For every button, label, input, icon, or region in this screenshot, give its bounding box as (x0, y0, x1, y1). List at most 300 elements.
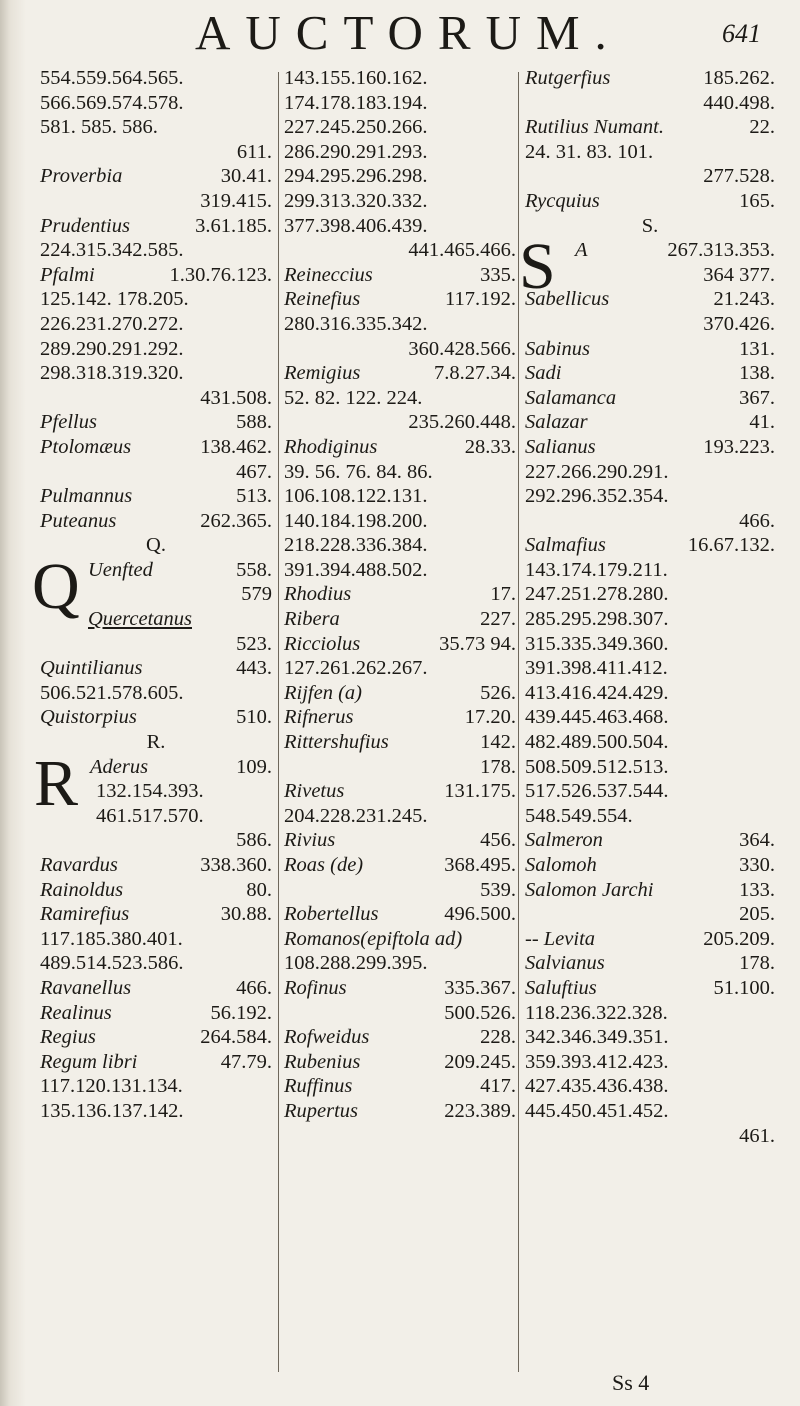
entry-pages: 117.192. (445, 288, 516, 311)
continuation-line (284, 66, 516, 91)
entry-name: Rofweidus (284, 1026, 370, 1049)
index-entry (525, 533, 775, 558)
continuation-line (40, 140, 272, 165)
entry-pages: 364 377. (703, 263, 775, 286)
entry-pages: 280.316.335.342. (284, 312, 428, 335)
index-entry (40, 164, 272, 189)
index-entry (284, 607, 516, 632)
entry-name: Salmafius (525, 534, 606, 557)
entry-pages: 513. (236, 485, 272, 508)
entry-pages: 209.245. (444, 1050, 516, 1073)
index-entry (284, 263, 516, 288)
index-entry (40, 976, 272, 1001)
entry-pages: 286.290.291.293. (284, 140, 428, 163)
index-entry (284, 927, 516, 952)
entry-pages: 292.296.352.354. (525, 485, 669, 508)
entry-name: Rivetus (284, 780, 345, 803)
continuation-line (525, 1050, 775, 1075)
entry-name: Rifnerus (284, 706, 354, 729)
entry-pages: 205.209. (703, 927, 775, 950)
entry-pages: 264.584. (200, 1026, 272, 1049)
continuation-line (525, 558, 775, 583)
entry-name: Salmeron (525, 829, 603, 852)
continuation-line (525, 91, 775, 116)
index-entry (525, 115, 775, 140)
continuation-line (40, 1074, 272, 1099)
entry-pages: 165. (739, 189, 775, 212)
entry-name: Reinefius (284, 288, 361, 311)
continuation-line (525, 263, 775, 288)
entry-pages: 143.174.179.211. (525, 558, 668, 581)
entry-pages: 262.365. (200, 509, 272, 532)
section-letter (525, 214, 775, 239)
running-title: AUCTORUM. (195, 5, 622, 60)
entry-pages: 461. (739, 1124, 775, 1147)
entry-pages: 548.549.554. (525, 804, 633, 827)
entry-pages: 185.262. (703, 67, 775, 89)
section-heading: R. (146, 731, 166, 754)
entry-name: Ricciolus (284, 632, 361, 655)
entry-pages: 377.398.406.439. (284, 214, 428, 237)
column-rule-left (278, 72, 279, 1372)
entry-pages: 228. (480, 1026, 516, 1049)
entry-name: Romanos(epiftola ad) (284, 927, 463, 950)
entry-pages: 482.489.500.504. (525, 731, 669, 754)
continuation-line (284, 484, 516, 509)
entry-pages: 80. (246, 878, 272, 901)
continuation-line (525, 705, 775, 730)
entry-pages: 368.495. (444, 854, 516, 876)
index-entry (40, 656, 272, 681)
continuation-line (284, 804, 516, 829)
continuation-line (284, 533, 516, 558)
entry-name: Ribera (284, 608, 340, 631)
index-entry (284, 435, 516, 460)
entry-pages: 56.192. (210, 1001, 272, 1024)
entry-pages: 588. (236, 411, 272, 434)
continuation-line (525, 1124, 775, 1149)
index-entry (525, 828, 775, 853)
entry-pages: 24. 31. 83. 101. (525, 140, 654, 163)
continuation-line (525, 312, 775, 337)
entry-pages: 109. (236, 755, 272, 778)
continuation-line (525, 804, 775, 829)
entry-pages: 370.426. (703, 312, 775, 335)
entry-pages: 118.236.322.328. (525, 1001, 668, 1024)
entry-name: Pulmannus (40, 485, 133, 508)
entry-pages: 517.526.537.544. (525, 780, 669, 803)
entry-pages: 338.360. (200, 854, 272, 876)
entry-pages: 277.528. (703, 165, 775, 188)
entry-name: Rutgerfius (525, 67, 611, 89)
entry-name: Regius (40, 1026, 96, 1049)
index-entry (284, 976, 516, 1001)
entry-pages: 510. (236, 706, 272, 729)
entry-name: Roas (de) (284, 854, 364, 876)
index-entry (284, 681, 516, 706)
continuation-line (40, 681, 272, 706)
drop-cap: R (34, 746, 79, 820)
entry-name: Rhodius (284, 583, 352, 606)
continuation-line (40, 91, 272, 116)
entry-pages: 117.185.380.401. (40, 927, 183, 950)
continuation-line (40, 460, 272, 485)
entry-pages: 566.569.574.578. (40, 91, 184, 114)
entry-pages: 22. (749, 116, 775, 139)
entry-pages: 298.318.319.320. (40, 362, 184, 385)
entry-pages: 226.231.270.272. (40, 312, 184, 335)
entry-pages: 489.514.523.586. (40, 952, 184, 975)
page-binding-shadow (0, 0, 26, 1406)
continuation-line (525, 632, 775, 657)
continuation-line (525, 730, 775, 755)
continuation-line (40, 386, 272, 411)
entry-pages: 456. (480, 829, 516, 852)
entry-pages: 117.120.131.134. (40, 1075, 183, 1098)
continuation-line (525, 607, 775, 632)
index-entry (284, 853, 516, 878)
entry-name: Sabellicus (525, 288, 610, 311)
entry-pages: 500.526. (444, 1001, 516, 1024)
entry-pages: 7.8.27.34. (434, 362, 516, 385)
continuation-line (525, 656, 775, 681)
entry-name: Realinus (40, 1001, 112, 1024)
index-entry (284, 705, 516, 730)
entry-pages: 39. 56. 76. 84. 86. (284, 460, 433, 483)
entry-pages: 445.450.451.452. (525, 1099, 669, 1122)
section-heading: S. (641, 214, 659, 237)
continuation-line (284, 509, 516, 534)
entry-pages: 138. (739, 362, 775, 385)
continuation-line (284, 1001, 516, 1026)
entry-pages: 131. (739, 337, 775, 360)
entry-pages: 391.398.411.412. (525, 657, 668, 680)
entry-name: Ravardus (40, 854, 118, 876)
entry-pages: 1.30.76.123. (169, 263, 272, 286)
continuation-line (284, 91, 516, 116)
entry-name: Salomoh (525, 854, 597, 876)
index-entry (525, 189, 775, 214)
entry-pages: 227.266.290.291. (525, 460, 669, 483)
entry-pages: 439.445.463.468. (525, 706, 669, 729)
index-column-2 (284, 66, 516, 1124)
entry-pages: 235.260.448. (408, 411, 516, 434)
entry-name: Rycquius (525, 189, 600, 212)
continuation-line (284, 460, 516, 485)
index-entry (284, 361, 516, 386)
continuation-line (525, 582, 775, 607)
continuation-line (525, 140, 775, 165)
continuation-line (284, 951, 516, 976)
entry-pages: 586. (236, 829, 272, 852)
entry-pages: 17.20. (464, 706, 516, 729)
entry-pages: 315.335.349.360. (525, 632, 669, 655)
index-entry (284, 779, 516, 804)
entry-name: Ruffinus (284, 1075, 353, 1098)
continuation-line (284, 755, 516, 780)
entry-name: Ramirefius (40, 903, 130, 926)
entry-pages: 30.41. (220, 165, 272, 188)
entry-name: Rittershufius (284, 731, 389, 754)
entry-pages: 224.315.342.585. (40, 239, 184, 262)
entry-pages: 289.290.291.292. (40, 337, 184, 360)
entry-pages: 3.61.185. (195, 214, 272, 237)
entry-pages: 335. (480, 263, 516, 286)
entry-pages: 285.295.298.307. (525, 608, 669, 631)
index-entry (284, 730, 516, 755)
entry-pages: 178. (739, 952, 775, 975)
continuation-line (40, 189, 272, 214)
entry-pages: 360.428.566. (408, 337, 516, 360)
entry-name: Rivius (284, 829, 336, 852)
index-entry (40, 1025, 272, 1050)
continuation-line (40, 238, 272, 263)
entry-name: Proverbia (40, 165, 123, 188)
index-entry (40, 410, 272, 435)
continuation-line (40, 337, 272, 362)
entry-name: Uenfted (88, 558, 153, 581)
entry-name: Rutilius Numant. (525, 116, 664, 139)
entry-pages: 581. 585. 586. (40, 116, 158, 139)
page-number: 641 (722, 19, 761, 48)
entry-pages: 138.462. (200, 435, 272, 458)
entry-pages: 554.559.564.565. (40, 67, 184, 89)
continuation-line (40, 951, 272, 976)
entry-pages: 611. (236, 140, 272, 163)
entry-pages: 467. (236, 460, 272, 483)
entry-name: Saluftius (525, 976, 597, 999)
continuation-line (284, 656, 516, 681)
entry-pages: 132.154.393. (96, 780, 204, 803)
entry-pages: 17. (490, 583, 516, 606)
entry-pages: 218.228.336.384. (284, 534, 428, 557)
continuation-line (525, 1001, 775, 1026)
entry-name: Rijfen (a) (284, 681, 362, 704)
signature-mark: Ss 4 (612, 1370, 650, 1395)
entry-pages: 21.243. (713, 288, 775, 311)
entry-pages: 431.508. (200, 386, 272, 409)
entry-pages: 359.393.412.423. (525, 1050, 669, 1073)
entry-pages: 47.79. (220, 1050, 272, 1073)
continuation-line (40, 804, 272, 829)
entry-pages: 539. (480, 878, 516, 901)
entry-pages: 51.100. (713, 976, 775, 999)
entry-pages: 142. (480, 731, 516, 754)
continuation-line (284, 410, 516, 435)
entry-pages: 127.261.262.267. (284, 657, 428, 680)
index-entry (284, 582, 516, 607)
continuation-line (40, 927, 272, 952)
entry-pages: 193.223. (703, 435, 775, 458)
entry-name: Rubenius (284, 1050, 361, 1073)
entry-pages: 133. (739, 878, 775, 901)
entry-name: Prudentius (40, 214, 130, 237)
entry-pages: 108.288.299.395. (284, 952, 428, 975)
entry-name: Remigius (284, 362, 361, 385)
entry-pages: 440.498. (703, 91, 775, 114)
entry-name: Pfalmi (40, 263, 95, 286)
entry-name: Pfellus (40, 411, 97, 434)
entry-pages: 41. (749, 411, 775, 434)
entry-pages: 443. (236, 657, 272, 680)
entry-pages: 579 (241, 583, 272, 606)
index-entry (40, 1001, 272, 1026)
index-entry (525, 337, 775, 362)
index-entry (284, 902, 516, 927)
entry-pages: 508.509.512.513. (525, 755, 669, 778)
entry-pages: 143.155.160.162. (284, 67, 428, 89)
entry-name: Rofinus (284, 976, 347, 999)
index-entry (284, 1050, 516, 1075)
entry-name: Sadi (525, 362, 562, 385)
entry-pages: 441.465.466. (408, 239, 516, 262)
continuation-line (525, 755, 775, 780)
entry-pages: 466. (236, 976, 272, 999)
continuation-line (284, 312, 516, 337)
continuation-line (284, 164, 516, 189)
entry-pages: 247.251.278.280. (525, 583, 669, 606)
entry-name: -- Levita (525, 927, 596, 950)
drop-cap: Q (32, 549, 80, 623)
continuation-line (525, 1025, 775, 1050)
index-entry (284, 1074, 516, 1099)
entry-pages: 178. (480, 755, 516, 778)
entry-pages: 52. 82. 122. 224. (284, 386, 423, 409)
entry-pages: 413.416.424.429. (525, 681, 669, 704)
index-entry (525, 878, 775, 903)
continuation-line (525, 164, 775, 189)
entry-name: Regum libri (40, 1050, 138, 1073)
continuation-line (525, 509, 775, 534)
section-heading: Q. (146, 534, 166, 557)
index-entry (525, 361, 775, 386)
continuation-line (525, 1074, 775, 1099)
entry-name: Quintilianus (40, 657, 143, 680)
index-entry (284, 828, 516, 853)
entry-pages: 125.142. 178.205. (40, 288, 189, 311)
entry-pages: 367. (739, 386, 775, 409)
entry-pages: 523. (236, 632, 272, 655)
entry-pages: 227. (480, 608, 516, 631)
entry-name: Ravanellus (40, 976, 132, 999)
entry-pages: 461.517.570. (96, 804, 204, 827)
index-entry (525, 927, 775, 952)
entry-pages: 135.136.137.142. (40, 1099, 184, 1122)
index-column-1 (32, 66, 272, 1124)
entry-name: Rupertus (284, 1099, 359, 1122)
index-entry (525, 410, 775, 435)
entry-name: Robertellus (284, 903, 379, 926)
entry-pages: 558. (236, 558, 272, 581)
index-entry (525, 386, 775, 411)
continuation-line (284, 115, 516, 140)
index-entry (40, 263, 272, 288)
entry-name: Salazar (525, 411, 588, 434)
entry-pages: 299.313.320.332. (284, 189, 428, 212)
entry-name: Ptolomæus (40, 435, 132, 458)
continuation-line (40, 1099, 272, 1124)
entry-pages: 342.346.349.351. (525, 1026, 669, 1049)
index-entry (525, 287, 775, 312)
entry-name: Salomon Jarchi (525, 878, 654, 901)
index-entry (284, 287, 516, 312)
entry-pages: 267.313.353. (667, 239, 775, 262)
entry-pages: 28.33. (464, 435, 516, 458)
entry-name: Reineccius (284, 263, 373, 286)
index-entry (40, 878, 272, 903)
page-header (0, 4, 800, 62)
continuation-line (40, 632, 272, 657)
index-entry (40, 214, 272, 239)
entry-pages: 391.394.488.502. (284, 558, 428, 581)
index-entry (40, 1050, 272, 1075)
continuation-line (40, 115, 272, 140)
entry-name: Puteanus (40, 509, 117, 532)
index-entry (525, 976, 775, 1001)
index-entry (525, 951, 775, 976)
entry-pages: 205. (739, 903, 775, 926)
continuation-line (284, 214, 516, 239)
entry-name: Salianus (525, 435, 596, 458)
entry-pages: 319.415. (200, 189, 272, 212)
entry-pages: 506.521.578.605. (40, 681, 184, 704)
index-entry (525, 853, 775, 878)
entry-pages: 526. (480, 681, 516, 704)
index-entry (40, 435, 272, 460)
continuation-line (284, 189, 516, 214)
index-entry (284, 632, 516, 657)
continuation-line (40, 361, 272, 386)
continuation-line (525, 902, 775, 927)
entry-name: A (575, 239, 588, 262)
continuation-line (284, 238, 516, 263)
entry-pages: 364. (739, 829, 775, 852)
continuation-line (40, 66, 272, 91)
index-entry (40, 484, 272, 509)
continuation-line (525, 484, 775, 509)
entry-pages: 330. (739, 854, 775, 876)
continuation-line (284, 337, 516, 362)
entry-name: Salamanca (525, 386, 617, 409)
entry-pages: 30.88. (220, 903, 272, 926)
continuation-line (525, 1099, 775, 1124)
index-entry (40, 902, 272, 927)
continuation-line (525, 779, 775, 804)
continuation-line (284, 386, 516, 411)
continuation-line (525, 681, 775, 706)
entry-name: Aderus (90, 755, 149, 778)
entry-pages: 227.245.250.266. (284, 116, 428, 139)
entry-pages: 204.228.231.245. (284, 804, 428, 827)
entry-pages: 496.500. (444, 903, 516, 926)
index-entry (525, 66, 775, 91)
continuation-line (284, 878, 516, 903)
entry-pages: 417. (480, 1075, 516, 1098)
continuation-line (284, 140, 516, 165)
index-column-3 (519, 66, 775, 1148)
entry-pages: 174.178.183.194. (284, 91, 428, 114)
entry-name: Sabinus (525, 337, 590, 360)
entry-name: Quercetanus (88, 608, 192, 631)
entry-pages: 335.367. (444, 976, 516, 999)
continuation-line (40, 287, 272, 312)
index-entry (40, 509, 272, 534)
entry-pages: 106.108.122.131. (284, 485, 428, 508)
drop-cap: S (519, 230, 556, 304)
index-entry (284, 1025, 516, 1050)
index-entry (40, 705, 272, 730)
entry-name: Rhodiginus (284, 435, 378, 458)
